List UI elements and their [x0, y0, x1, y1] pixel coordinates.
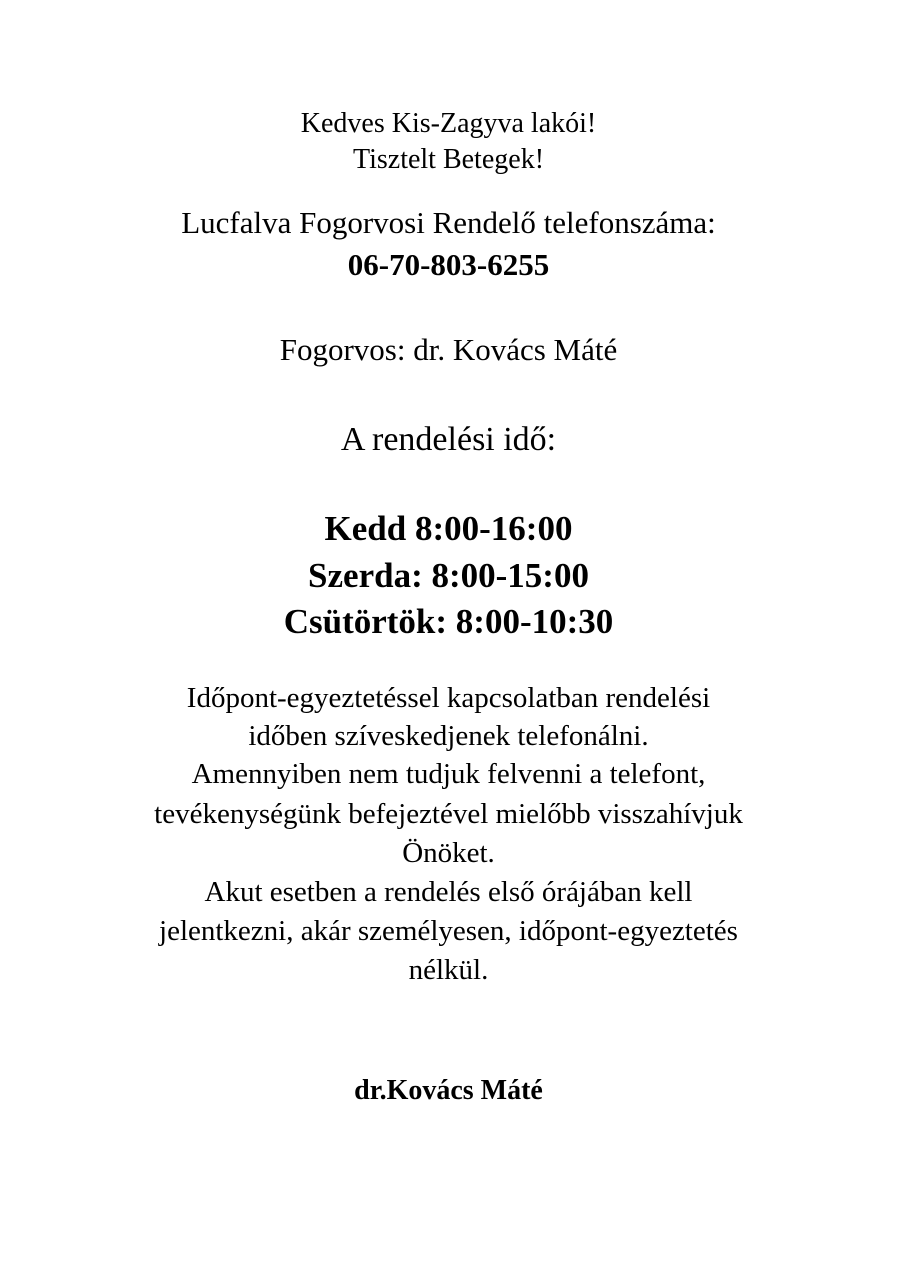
- signature: dr.Kovács Máté: [354, 1075, 543, 1106]
- notice-line: Amennyiben nem tudjuk felvenni a telefont,: [191, 758, 706, 790]
- notice-line: Önöket.: [402, 837, 495, 869]
- phone-number: 06-70-803-6255: [347, 247, 550, 282]
- greeting-line-2: Tisztelt Betegek!: [352, 144, 545, 175]
- notice-line: Időpont-egyeztetéssel kapcsolatban rendelési: [186, 682, 711, 714]
- notice-line: tevékenységünk befejeztével mielőbb visszahívjuk: [154, 798, 743, 830]
- notice-line: időben szíveskedjenek telefonálni.: [248, 720, 649, 752]
- dentist-name: Fogorvos: dr. Kovács Máté: [279, 332, 618, 367]
- notice-line: Akut esetben a rendelés első órájában kell: [204, 876, 693, 908]
- phone-title: Lucfalva Fogorvosi Rendelő telefonszáma:: [181, 205, 716, 240]
- hours-item-tuesday: Kedd 8:00-16:00: [324, 509, 573, 548]
- hours-title: A rendelési idő:: [340, 421, 557, 458]
- hours-item-wednesday: Szerda: 8:00-15:00: [308, 556, 589, 595]
- notice-line: nélkül.: [408, 954, 489, 986]
- greeting-line-1: Kedves Kis-Zagyva lakói!: [300, 108, 597, 139]
- notice-line: jelentkezni, akár személyesen, időpont-egyeztetés: [159, 915, 738, 947]
- hours-item-thursday: Csütörtök: 8:00-10:30: [283, 602, 614, 641]
